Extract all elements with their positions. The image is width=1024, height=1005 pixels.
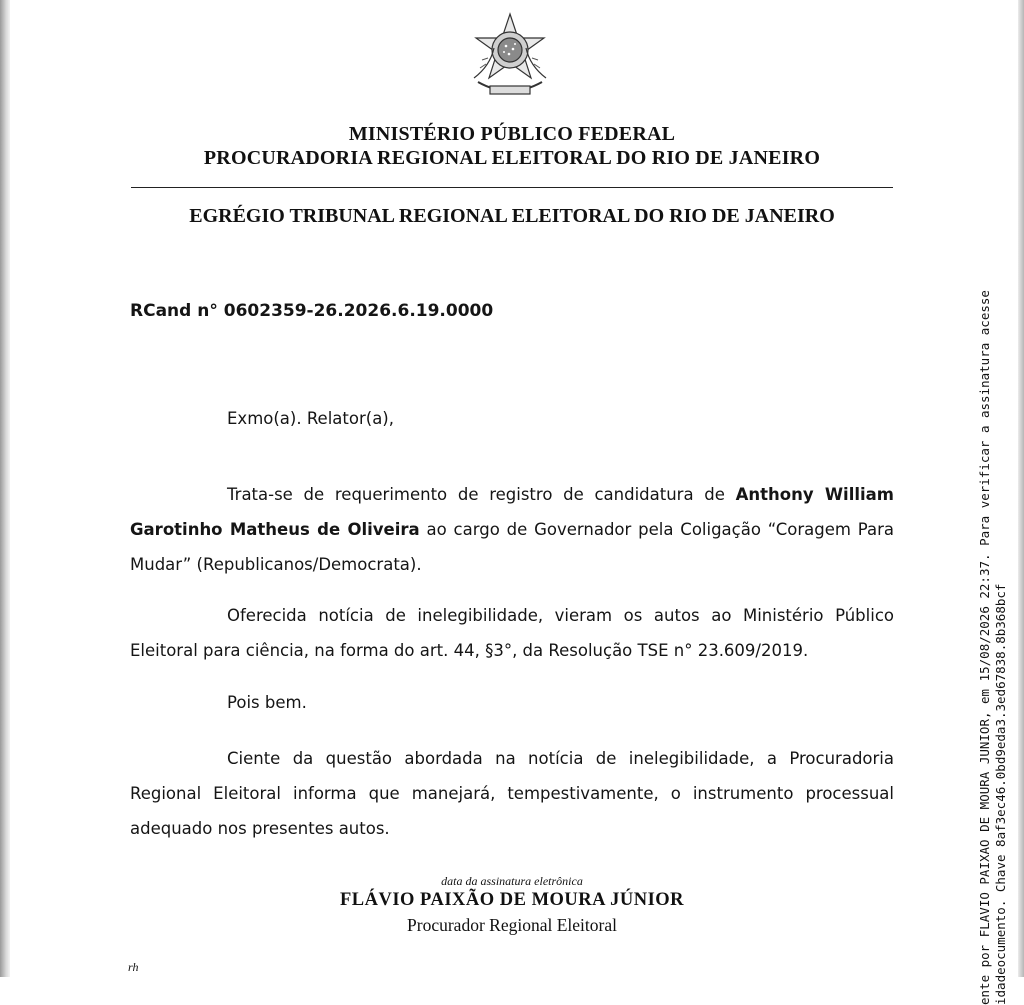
paragraph-pois-bem: Pois bem. bbox=[227, 693, 307, 712]
paragraph-request bbox=[130, 477, 894, 582]
court-addressee: EGRÉGIO TRIBUNAL REGIONAL ELEITORAL DO RIO DE JANEIRO bbox=[189, 205, 835, 227]
signature-date-note: data da assinatura eletrônica bbox=[441, 874, 583, 888]
typist-initials: rh bbox=[128, 960, 139, 974]
candidate-name: Anthony William Garotinho Matheus de Oliveira bbox=[130, 485, 894, 539]
signatory-name: FLÁVIO PAIXÃO DE MOURA JÚNIOR bbox=[339, 890, 685, 910]
signature-stamp-line1: ente por FLAVIO PAIXAO DE MOURA JUNIOR, em 15/08/2026 22:37. Para verificar a assinatura acesse bbox=[977, 290, 992, 1005]
brazil-coat-of-arms-icon bbox=[460, 8, 560, 108]
salutation: Exmo(a). Relator(a), bbox=[227, 409, 394, 428]
paragraph-request-rest: ao cargo de Governador pela Coligação “Coragem Para Mudar” (Republicanos/Democrata). bbox=[130, 520, 894, 574]
signature-stamp-line2: idadeocumento. Chave 8af3ec46.0bd9eda3.3ed67838.8b368bcf bbox=[993, 583, 1008, 1005]
header-ministry: MINISTÉRIO PÚBLICO FEDERAL bbox=[348, 123, 676, 145]
electronic-signature-stamp bbox=[977, 290, 1009, 1005]
signatory-role: Procurador Regional Eleitoral bbox=[407, 915, 617, 935]
header-divider bbox=[131, 187, 893, 188]
header-procuradoria: PROCURADORIA REGIONAL ELEITORAL DO RIO DE JANEIRO bbox=[203, 147, 821, 169]
paragraph-request-intro: Trata-se de requerimento de registro de candidatura de bbox=[227, 485, 736, 504]
paragraph-notice: Oferecida notícia de inelegibilidade, vieram os autos ao Ministério Público Eleitoral para ciência, na forma do art. 44, §3°, da Resolução TSE n° 23.609/2019. bbox=[130, 606, 894, 660]
paragraph-conclusion: Ciente da questão abordada na notícia de inelegibilidade, a Procuradoria Regional Eleitoral informa que manejará, tempestivamente, o instrumento processual adequado nos presentes autos. bbox=[130, 749, 894, 838]
process-number: RCand n° 0602359-26.2026.6.19.0000 bbox=[130, 301, 494, 321]
